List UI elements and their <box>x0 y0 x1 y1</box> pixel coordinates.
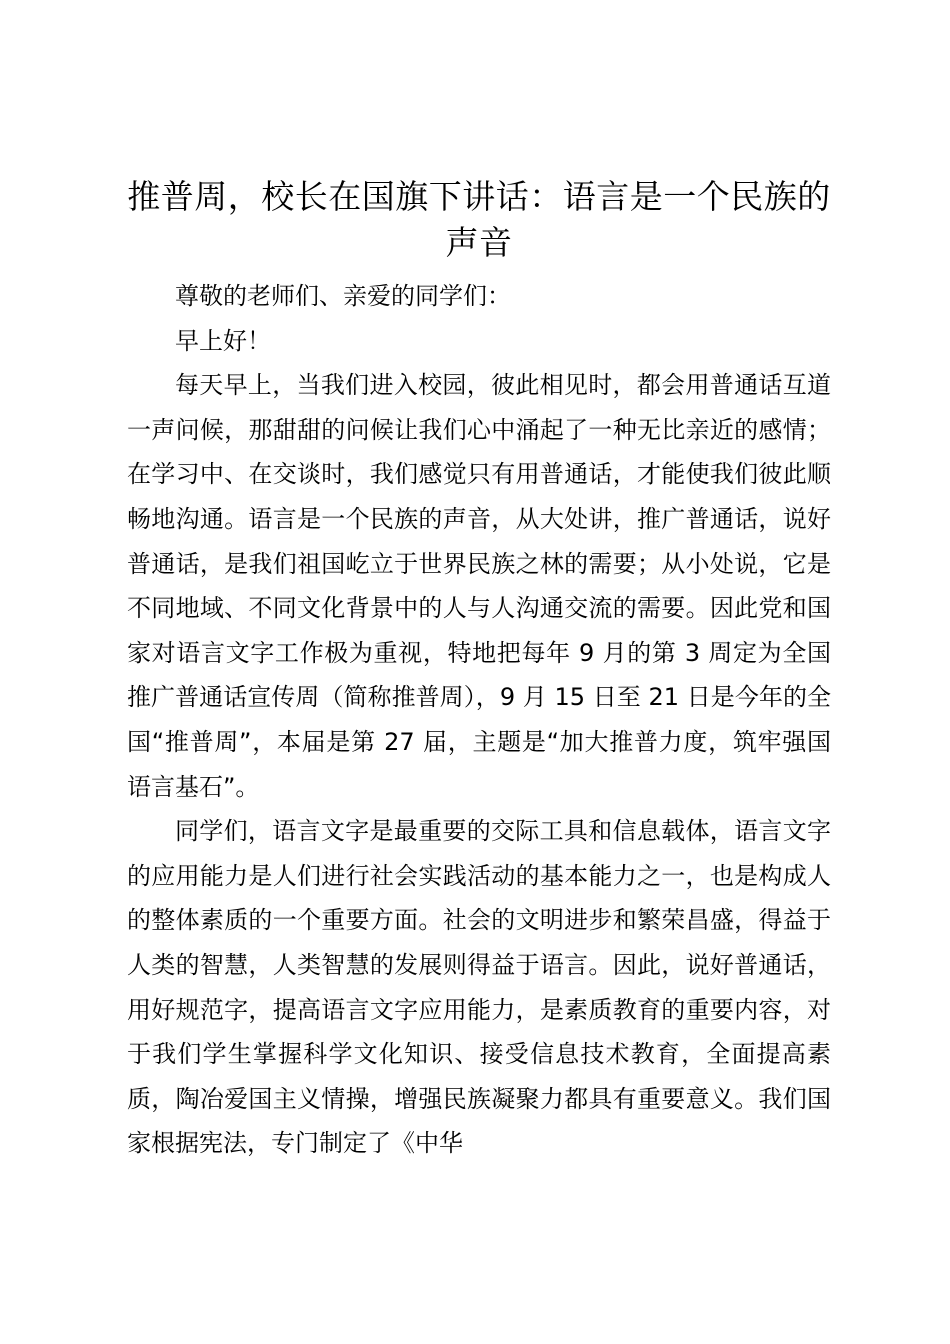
body-paragraph-2: 同学们，语言文字是最重要的交际工具和信息载体，语言文字的应用能力是人们进行社会实践活动的基本能力之一，也是构成人的整体素质的一个重要方面。社会的文明进步和繁荣昌盛，得益于人类的智慧，人类智慧的发展则得益于语言。因此，说好普通话，用好规范字，提高语言文字应用能力，是素质教育的重要内容，对于我们学生掌握科学文化知识、接受信息技术教育，全面提高素质，陶冶爱国主义情操，增强民族凝聚力都具有重要意义。我们国家根据宪法，专门制定了《中华 <box>127 817 831 1158</box>
greeting: 早上好！ <box>175 326 271 355</box>
document-title: 推普周，校长在国旗下讲话：语言是一个民族的声音 <box>127 177 831 262</box>
body-paragraph-1: 每天早上，当我们进入校园，彼此相见时，都会用普通话互道一声问候，那甜甜的问候让我们心中涌起了一种无比亲近的感情；在学习中、在交谈时，我们感觉只有用普通话，才能使我们彼此顺畅地沟通。语言是一个民族的声音，从大处讲，推广普通话，说好普通话，是我们祖国屹立于世界民族之林的需要；从小处说，它是不同地域、不同文化背景中的人与人沟通交流的需要。因此党和国家对语言文字工作极为重视，特地把每年 9 月的第 3 周定为全国推广普通话宣传周（简称推普周），9 月 15 日至 21 日是今年的全国“推普周”，本届是第 27 届，主题是“加大推普力度，筑牢强国语言基石”。 <box>127 371 831 801</box>
salutation: 尊敬的老师们、亲爱的同学们： <box>175 282 511 310</box>
document-page <box>127 174 831 1166</box>
